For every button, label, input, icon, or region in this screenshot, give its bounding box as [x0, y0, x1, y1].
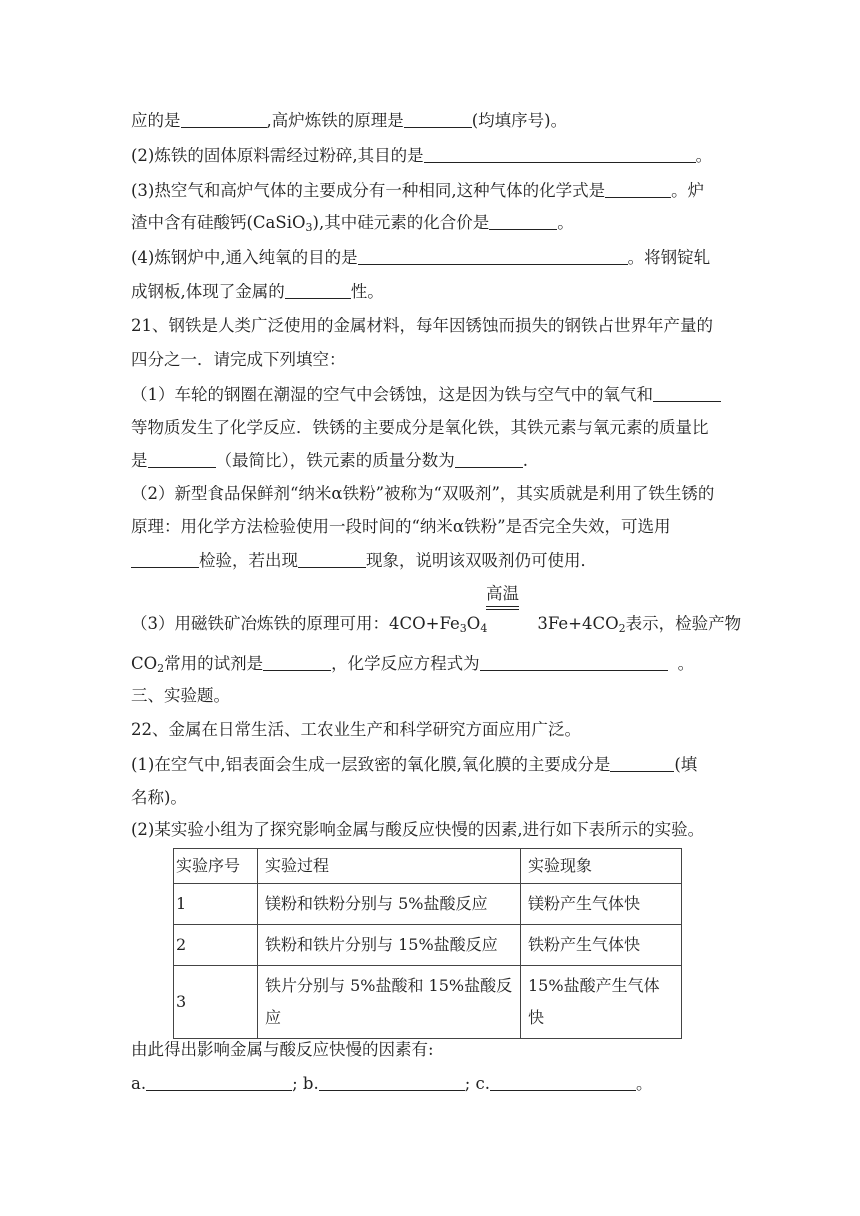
- experiment-table: [173, 848, 682, 1039]
- q22-conclusion: [131, 1040, 434, 1060]
- table-row: [174, 966, 682, 1039]
- table-cell: 镁粉和铁粉分别与 5%盐酸反应: [258, 884, 521, 925]
- answer-blank[interactable]: [653, 385, 721, 402]
- text: 。炉: [671, 181, 705, 200]
- q20-part3-cont: [131, 213, 574, 233]
- table-row: [174, 884, 682, 925]
- text: ; b.: [292, 1074, 319, 1093]
- table-header: 实验序号: [174, 849, 258, 884]
- text: (2)某实验小组为了探究影响金属与酸反应快慢的因素,进行如下表所示的实验。: [131, 820, 705, 839]
- answer-blank[interactable]: [489, 213, 557, 230]
- answer-blank-a[interactable]: [146, 1074, 292, 1091]
- text: (4)炼钢炉中,通入纯氧的目的是: [131, 248, 358, 267]
- answer-blank[interactable]: [285, 282, 351, 299]
- q21-part2-cont2: [131, 551, 597, 571]
- q20-part3: [131, 181, 704, 201]
- equals-bar: [486, 609, 519, 610]
- text: ; c.: [464, 1074, 491, 1093]
- answer-blank[interactable]: [548, 654, 668, 671]
- answer-blank[interactable]: [131, 551, 199, 568]
- table-header-row: [174, 849, 682, 884]
- section-heading: [131, 686, 230, 706]
- text: 表示，检验产物: [625, 614, 742, 633]
- answer-blank-c[interactable]: [490, 1074, 636, 1091]
- text: 应的是: [131, 111, 181, 130]
- answer-blank[interactable]: [610, 755, 674, 772]
- text: (1)在空气中,铝表面会生成一层致密的氧化膜,氧化膜的主要成分是: [131, 755, 611, 774]
- text: 三、实验题。: [131, 686, 230, 705]
- q21-part1-cont2: [131, 451, 528, 471]
- text: 是: [131, 451, 148, 470]
- answer-blank[interactable]: [424, 146, 696, 163]
- q22-part2: [131, 820, 704, 840]
- text: 常用的试剂是: [164, 654, 264, 673]
- q21-part1: [131, 385, 721, 405]
- text: 。: [695, 146, 713, 165]
- text: 。: [636, 1074, 653, 1093]
- text: 渣中含有硅酸钙(CaSiO: [131, 213, 306, 232]
- text: （2）新型食品保鲜剂“纳米α铁粉”被称为“双吸剂”，其实质就是利用了铁生锈的: [131, 484, 715, 503]
- text: 。将钢锭轧: [627, 248, 711, 267]
- answer-blank[interactable]: [455, 451, 523, 468]
- q21-part3: [131, 614, 741, 634]
- q21-stem: [131, 316, 713, 336]
- text: 3Fe+4CO: [537, 614, 619, 633]
- answer-blank[interactable]: [605, 181, 671, 198]
- text: O: [466, 614, 481, 633]
- q21-part2: [131, 484, 714, 504]
- text: (3)热空气和高炉气体的主要成分有一种相同,这种气体的化学式是: [131, 181, 606, 200]
- table-cell: 2: [174, 925, 258, 966]
- text: CO: [131, 654, 158, 673]
- table-cell: 铁粉和铁片分别与 15%盐酸反应: [258, 925, 521, 966]
- q22-stem: [131, 720, 581, 740]
- q21-part3-cont: [131, 654, 694, 674]
- subscript: 3: [459, 622, 467, 635]
- table-header: 实验过程: [258, 849, 521, 884]
- answer-blank[interactable]: [298, 551, 366, 568]
- text: a.: [131, 1074, 147, 1093]
- text: 名称)。: [131, 788, 187, 807]
- text: ,高炉炼铁的原理是: [266, 111, 404, 130]
- answer-blank[interactable]: [404, 111, 472, 128]
- reaction-condition: [486, 584, 519, 610]
- answer-blank[interactable]: [148, 451, 216, 468]
- text: ，化学反应方程式为: [331, 654, 480, 673]
- text: 检验，若出现: [199, 551, 298, 570]
- text: 原理：用化学方法检验使用一段时间的“纳米α铁粉”是否完全失效，可选用: [131, 517, 671, 536]
- q22-part1: [131, 755, 697, 775]
- table-cell: 铁片分别与 5%盐酸和 15%盐酸反应: [258, 966, 521, 1039]
- equals-bar: [486, 606, 519, 607]
- table-cell: 3: [174, 966, 258, 1039]
- text: .: [522, 451, 528, 470]
- q22-answers: [131, 1074, 653, 1094]
- q21-part2-cont: [131, 517, 671, 537]
- q22-part1-cont: [131, 788, 187, 808]
- text: 。: [557, 213, 574, 232]
- text: (填: [674, 755, 698, 774]
- text: 成钢板,体现了金属的: [131, 282, 285, 301]
- answer-blank[interactable]: [263, 654, 331, 671]
- table-row: [174, 925, 682, 966]
- q20-part4-cont: [131, 282, 384, 302]
- q20-part2: [131, 146, 712, 166]
- text: （3）用磁铁矿冶炼铁的原理可用：4CO+Fe: [131, 614, 460, 633]
- table-cell: 铁粉产生气体快: [521, 925, 682, 966]
- table-cell: 镁粉产生气体快: [521, 884, 682, 925]
- text: (均填序号)。: [471, 111, 568, 130]
- condition-text: 高温: [486, 584, 519, 603]
- text: （最简比），铁元素的质量分数为: [215, 451, 455, 470]
- text: 21、钢铁是人类广泛使用的金属材料，每年因锈蚀而损失的钢铁占世界年产量的: [131, 316, 713, 335]
- text: (2)炼铁的固体原料需经过粉碎,其目的是: [131, 146, 424, 165]
- table-cell: 15%盐酸产生气体快: [521, 966, 682, 1039]
- text: （1）车轮的钢圈在潮湿的空气中会锈蚀，这是因为铁与空气中的氧气和: [131, 385, 653, 404]
- subscript: 3: [305, 221, 313, 234]
- text: 22、金属在日常生活、工农业生产和科学研究方面应用广泛。: [131, 720, 581, 739]
- text: 四分之一．请完成下列填空：: [131, 350, 346, 369]
- text: 性。: [350, 282, 384, 301]
- text: 等物质发生了化学反应．铁锈的主要成分是氧化铁，其铁元素与氧元素的质量比: [131, 418, 709, 437]
- q21-part1-cont: [131, 418, 709, 438]
- answer-blank[interactable]: [358, 248, 628, 265]
- text: 由此得出影响金属与酸反应快慢的因素有:: [131, 1040, 434, 1059]
- text: ),其中硅元素的化合价是: [312, 213, 490, 232]
- answer-blank[interactable]: [480, 654, 548, 671]
- subscript: 2: [157, 662, 165, 675]
- q21-stem-cont: [131, 350, 346, 370]
- table-cell: 1: [174, 884, 258, 925]
- subscript: 2: [618, 622, 626, 635]
- q20-line-1: [131, 111, 567, 131]
- table-header: 实验现象: [521, 849, 682, 884]
- text: 。: [677, 654, 695, 673]
- text: 现象，说明该双吸剂仍可使用．: [366, 551, 597, 570]
- answer-blank-b[interactable]: [319, 1074, 465, 1091]
- answer-blank[interactable]: [181, 111, 267, 128]
- subscript: 4: [480, 622, 488, 635]
- q20-part4: [131, 248, 710, 268]
